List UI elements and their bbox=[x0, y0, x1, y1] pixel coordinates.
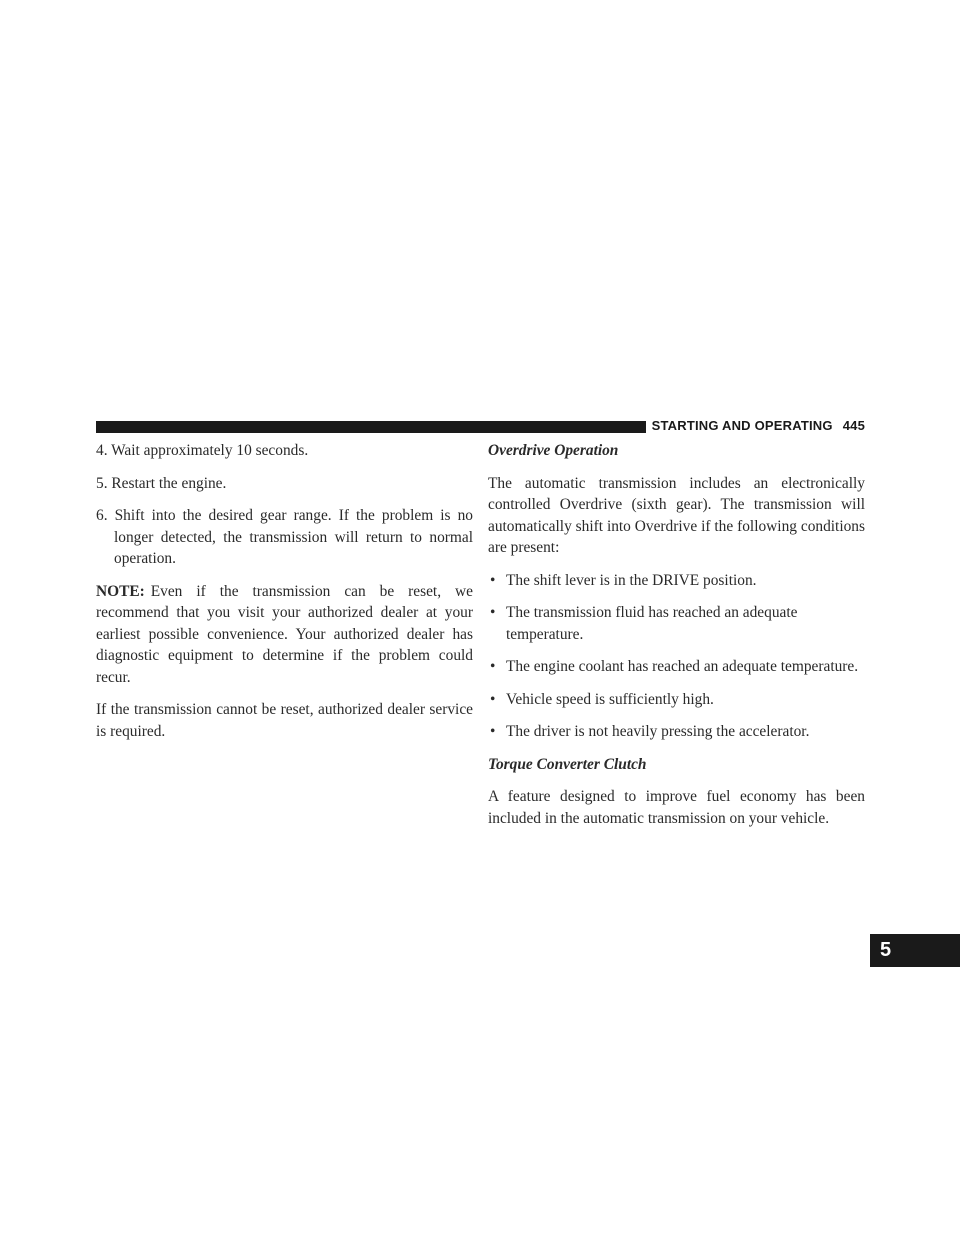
list-item bbox=[488, 570, 865, 592]
note-label: NOTE: bbox=[96, 582, 145, 600]
section-title: STARTING AND OPERATING bbox=[651, 418, 833, 433]
conditions-list bbox=[488, 570, 865, 743]
overdrive-intro: The automatic transmission includes an electronically controlled Overdrive (sixth gear). The transmission will automatically shift into Overdrive if the following conditions are present: bbox=[488, 474, 865, 556]
bullet-icon: • bbox=[490, 571, 496, 589]
bullet-icon: • bbox=[490, 604, 496, 621]
left-column bbox=[96, 440, 473, 753]
condition-text: The shift lever is in the DRIVE position. bbox=[506, 571, 757, 589]
reset-paragraph: If the transmission cannot be reset, authorized dealer service is required. bbox=[96, 701, 473, 740]
header-rule bbox=[96, 421, 646, 433]
running-header bbox=[650, 418, 865, 436]
page-number: 445 bbox=[842, 418, 865, 433]
tcc-heading: Torque Converter Clutch bbox=[488, 755, 647, 773]
list-item bbox=[488, 721, 865, 743]
step-5: 5. Restart the engine. bbox=[96, 474, 227, 492]
list-item bbox=[488, 689, 865, 711]
list-item bbox=[488, 602, 865, 645]
condition-text: Vehicle speed is sufficiently high. bbox=[506, 690, 714, 708]
condition-text: The transmission fluid has reached an adequate temperature. bbox=[506, 604, 798, 643]
bullet-icon: • bbox=[490, 658, 496, 675]
list-item bbox=[488, 656, 865, 678]
bullet-icon: • bbox=[490, 723, 496, 740]
overdrive-heading: Overdrive Operation bbox=[488, 442, 619, 459]
right-column bbox=[488, 440, 865, 840]
step-6: 6. Shift into the desired gear range. If the problem is no longer detected, the transmission will return to normal operation. bbox=[96, 507, 473, 567]
condition-text: The driver is not heavily pressing the accelerator. bbox=[506, 723, 810, 740]
note-paragraph bbox=[96, 581, 473, 689]
tcc-paragraph: A feature designed to improve fuel economy has been included in the automatic transmission on your vehicle. bbox=[488, 788, 865, 827]
chapter-tab: 5 bbox=[870, 934, 960, 967]
condition-text: The engine coolant has reached an adequate temperature. bbox=[506, 658, 859, 675]
note-text: Even if the transmission can be reset, we recommend that you visit your authorized dealer at your earliest possible convenience. Your authorized dealer has diagnostic equipment to determine if the problem could recur. bbox=[96, 582, 473, 686]
step-4: 4. Wait approximately 10 seconds. bbox=[96, 442, 309, 459]
bullet-icon: • bbox=[490, 690, 496, 708]
